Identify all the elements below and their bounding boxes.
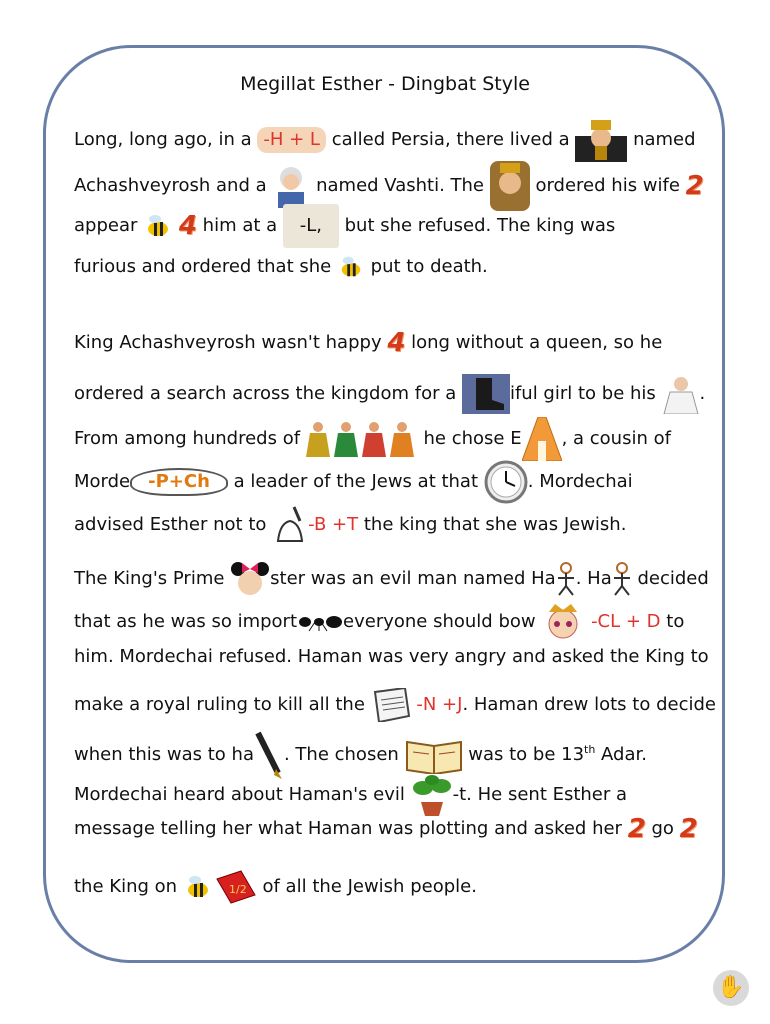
text: a leader of the Jews at that bbox=[227, 471, 484, 492]
text: ordered his wife bbox=[529, 175, 686, 196]
text: the King on bbox=[74, 876, 183, 897]
text: advised Esther not to bbox=[74, 514, 273, 535]
rebus-bell-text: -B +T bbox=[308, 514, 359, 535]
text: From among hundreds of bbox=[74, 428, 306, 449]
text: appear bbox=[74, 215, 144, 236]
text-line bbox=[74, 460, 633, 504]
king-portrait-icon bbox=[575, 118, 627, 162]
text-line bbox=[74, 118, 696, 162]
text: put to death. bbox=[364, 256, 488, 277]
text-line bbox=[74, 254, 488, 280]
tile-icon bbox=[283, 204, 339, 248]
page-title: Megillat Esther - Dingbat Style bbox=[240, 73, 530, 95]
text-line bbox=[74, 559, 709, 599]
bee-icon bbox=[337, 254, 365, 280]
newspaper-icon bbox=[371, 688, 411, 722]
number-four-icon: 4 bbox=[387, 328, 406, 358]
rebus-hand-text: -H + L bbox=[263, 129, 320, 150]
text: ordered a search across the kingdom for a bbox=[74, 383, 462, 404]
number-two-icon: 2 bbox=[627, 814, 646, 844]
text: everyone should bow bbox=[343, 611, 542, 632]
text: named bbox=[627, 129, 696, 150]
stick-man-icon bbox=[612, 562, 632, 596]
pointing-hand-icon bbox=[257, 127, 326, 153]
text-line bbox=[74, 328, 663, 358]
ant-icon bbox=[297, 612, 343, 632]
number-two-icon: 2 bbox=[679, 814, 698, 844]
text: Long, long ago, in a bbox=[74, 129, 258, 150]
book-icon bbox=[405, 736, 463, 774]
text-line bbox=[74, 204, 615, 248]
text: go bbox=[645, 818, 680, 839]
superscript: th bbox=[584, 743, 596, 756]
text: Adar. bbox=[595, 744, 647, 765]
text-line bbox=[74, 731, 647, 779]
text-line bbox=[74, 374, 705, 414]
hand-logo-icon: ✋ bbox=[713, 970, 749, 1006]
text: Achashveyrosh and a bbox=[74, 175, 273, 196]
svg-text:1/2: 1/2 bbox=[228, 883, 247, 896]
queen-portrait-icon bbox=[272, 164, 310, 208]
text-line bbox=[74, 814, 698, 844]
bee-icon bbox=[143, 212, 173, 240]
text: -t. He sent Esther a bbox=[452, 784, 628, 805]
text: . The chosen bbox=[283, 744, 405, 765]
text: message telling her what Haman was plotting and asked her bbox=[74, 818, 628, 839]
text-line bbox=[74, 417, 671, 461]
pen-icon bbox=[254, 731, 284, 779]
text: that as he was so import bbox=[74, 611, 298, 632]
text: . Ha bbox=[575, 568, 612, 589]
number-two-icon: 2 bbox=[685, 171, 704, 201]
text: ster was an evil man named Ha bbox=[270, 568, 556, 589]
text: when this was to ha bbox=[74, 744, 254, 765]
boot-icon bbox=[462, 374, 510, 414]
text: but she refused. The king was bbox=[338, 215, 616, 236]
rebus-crown-text: -CL + D bbox=[591, 611, 661, 632]
clock-icon bbox=[484, 460, 528, 504]
text: the king that she was Jewish. bbox=[358, 514, 627, 535]
half-tag-icon bbox=[213, 869, 257, 905]
number-four-icon: 4 bbox=[178, 211, 197, 241]
text: make a royal ruling to kill all the bbox=[74, 694, 371, 715]
text-line bbox=[74, 774, 627, 816]
text-line bbox=[74, 602, 684, 642]
text: was to be 13 bbox=[462, 744, 585, 765]
text: long without a queen, so he bbox=[405, 332, 663, 353]
text: . Mordechai bbox=[527, 471, 633, 492]
text: . bbox=[699, 383, 706, 404]
text: him. Mordechai refused. Haman was very angry and asked the King to bbox=[74, 646, 709, 667]
text: to bbox=[660, 611, 685, 632]
text: furious and ordered that she bbox=[74, 256, 337, 277]
bell-icon bbox=[272, 505, 308, 545]
text-line bbox=[74, 645, 709, 669]
rebus-newspaper-text: -N +J bbox=[416, 694, 463, 715]
text: he chose E bbox=[417, 428, 522, 449]
text-line bbox=[74, 505, 626, 545]
bride-icon bbox=[662, 374, 700, 414]
crowned-face-icon bbox=[541, 602, 585, 642]
text: Morde bbox=[74, 471, 131, 492]
bee-icon bbox=[183, 873, 213, 901]
text: King Achashveyrosh wasn't happy bbox=[74, 332, 388, 353]
stick-man-icon bbox=[556, 562, 576, 596]
text: him at a bbox=[196, 215, 283, 236]
text: The King's Prime bbox=[74, 568, 231, 589]
ruler-icon bbox=[522, 417, 562, 461]
rebus-tile-text: -L, bbox=[299, 215, 323, 236]
rebus-pie-text: -P+Ch bbox=[148, 471, 210, 492]
text: called Persia, there lived a bbox=[325, 129, 576, 150]
plant-icon bbox=[411, 774, 453, 816]
dancing-girls-icon bbox=[306, 419, 418, 459]
text: , a cousin of bbox=[561, 428, 671, 449]
text: of all the Jewish people. bbox=[256, 876, 477, 897]
text: . Haman drew lots to decide bbox=[462, 694, 716, 715]
text: named Vashti. The bbox=[310, 175, 490, 196]
text-line bbox=[74, 869, 477, 905]
minnie-mouse-icon bbox=[230, 559, 270, 599]
text: decided bbox=[631, 568, 709, 589]
text: Mordechai heard about Haman's evil bbox=[74, 784, 411, 805]
text-line bbox=[74, 688, 716, 722]
text: iful girl to be his bbox=[509, 383, 662, 404]
pie-icon bbox=[130, 468, 228, 496]
